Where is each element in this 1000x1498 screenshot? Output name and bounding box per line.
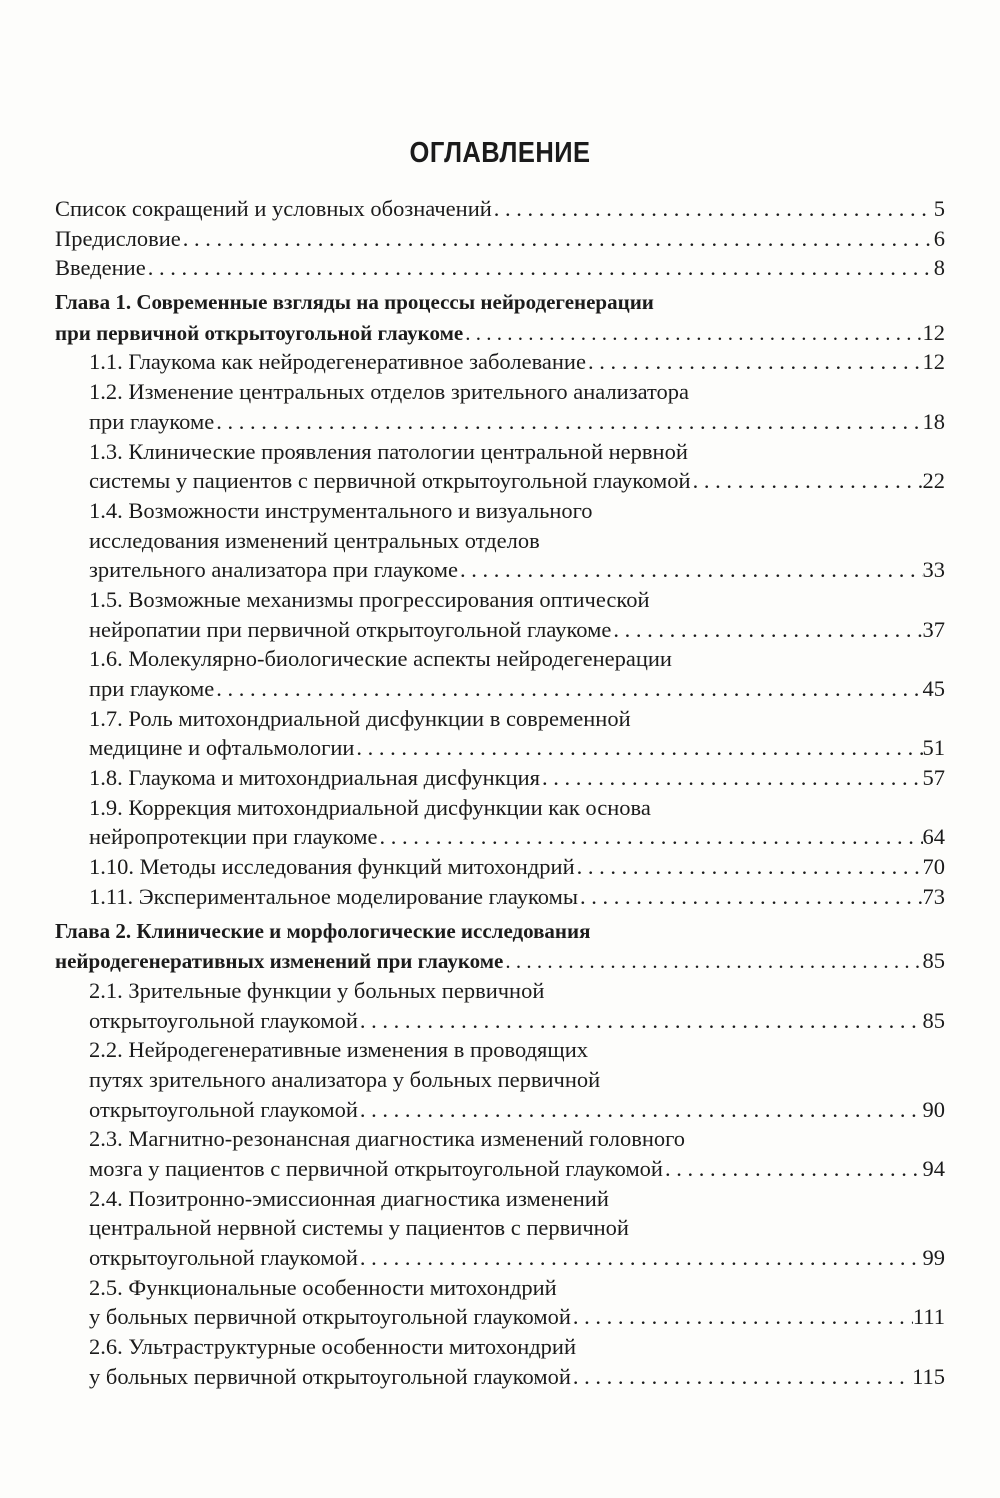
toc-leader-dots (358, 1243, 923, 1273)
toc-section-line (55, 644, 945, 674)
toc-section-line (55, 1213, 945, 1243)
toc-leader-dots (181, 224, 934, 254)
toc-section-line (55, 1124, 945, 1154)
toc-section-line (55, 466, 945, 496)
toc-section-line (55, 852, 945, 882)
toc-leader-dots (146, 253, 934, 283)
toc-chapter-line (55, 288, 945, 318)
toc-section-line (55, 1332, 945, 1362)
toc-entry-text: 2.3. Магнитно-резонансная диагностика изменений головного (89, 1126, 686, 1152)
page-title: ОГЛАВЛЕНИЕ (409, 137, 591, 169)
toc-leader-dots (611, 615, 922, 645)
toc-page-number: 51 (922, 735, 945, 761)
toc-entry-text: при глаукоме (89, 408, 215, 434)
toc-section-line (55, 496, 945, 526)
toc-entry-text: 1.11. Экспериментальное моделирование глаукомы (89, 883, 578, 909)
toc-leader-dots (354, 733, 922, 763)
toc-entry-text: 1.6. Молекулярно-биологические аспекты нейродегенерации (89, 646, 672, 672)
toc-page-number: 85 (922, 1007, 945, 1033)
toc-leader-dots (575, 852, 923, 882)
toc-entry-line (55, 253, 945, 283)
toc-page-number: 90 (922, 1096, 945, 1122)
toc-leader-dots (358, 1006, 923, 1036)
toc-section-line (55, 793, 945, 823)
toc-entry-text: 2.5. Функциональные особенности митохондрий (89, 1274, 557, 1300)
toc-page-number: 57 (922, 765, 945, 791)
toc-section-line (55, 1273, 945, 1303)
toc-entry-text: при первичной открытоугольной глаукоме (55, 320, 464, 345)
toc-entry-text: Предисловие (55, 225, 181, 251)
toc-entry-line (55, 194, 945, 224)
toc-page-number: 85 (922, 948, 945, 974)
toc-entry-text: исследования изменений центральных отделов (89, 527, 540, 553)
toc-section-line (55, 1095, 945, 1125)
toc-section-line (55, 526, 945, 556)
toc-section-line (55, 733, 945, 763)
toc-section-line (55, 1302, 945, 1332)
toc-entry-text: открытоугольной глаукомой (89, 1245, 358, 1271)
toc-entry-text: центральной нервной системы у пациентов с первичной (89, 1215, 629, 1241)
toc-section-line (55, 1184, 945, 1214)
toc-entry-text: 2.1. Зрительные функции у больных первичной (89, 977, 545, 1003)
toc-entry-text: 1.3. Клинические проявления патологии центральной нервной (89, 438, 688, 464)
toc-page-number: 5 (933, 196, 945, 221)
toc-leader-dots (578, 882, 923, 912)
toc-entry-text: 2.2. Нейродегенеративные изменения в проводящих (89, 1037, 588, 1063)
toc-page-number: 111 (912, 1304, 945, 1330)
toc-page-number: 6 (933, 225, 945, 251)
toc-leader-dots (663, 1154, 923, 1184)
toc-page-number: 12 (922, 349, 945, 375)
toc-leader-dots (214, 674, 922, 704)
toc-page-number: 37 (922, 616, 945, 642)
toc-entry-text: нейропротекции при глаукоме (89, 824, 378, 850)
toc-page-number: 22 (922, 468, 945, 494)
toc-entry-text: 1.8. Глаукома и митохондриальная дисфункция (89, 765, 541, 791)
toc-section-line (55, 347, 945, 377)
toc-entry-text: 2.6. Ультраструктурные особенности митохондрий (89, 1334, 577, 1360)
toc-leader-dots (378, 822, 923, 852)
toc-entry-text: 1.7. Роль митохондриальной дисфункции в современной (89, 705, 631, 731)
toc-section-line (55, 1154, 945, 1184)
toc-section-line (55, 1362, 945, 1392)
toc-leader-dots (458, 555, 923, 585)
toc-entry-text: у больных первичной открытоугольной глаукомой (89, 1363, 571, 1389)
toc-entry-text: у больных первичной открытоугольной глаукомой (89, 1304, 571, 1330)
toc-section-line (55, 1006, 945, 1036)
toc-leader-dots (503, 947, 922, 977)
toc-section-line (55, 763, 945, 793)
toc-section-line (55, 674, 945, 704)
toc-section-line (55, 1243, 945, 1273)
toc-entry-text: Список сокращений и условных обозначений (55, 196, 492, 221)
toc-page-number: 64 (922, 824, 945, 850)
toc-section-line (55, 377, 945, 407)
toc-section-line (55, 1065, 945, 1095)
toc-entry-text: 2.4. Позитронно-эмиссионная диагностика изменений (89, 1185, 609, 1211)
toc-section-line (55, 615, 945, 645)
toc-entry-text: Введение (55, 255, 146, 281)
toc-leader-dots (463, 319, 922, 349)
toc-entry-text: медицине и офтальмологии (89, 735, 355, 761)
toc-leader-dots (214, 407, 922, 437)
toc-entry-text: Глава 1. Современные взгляды на процессы нейродегенерации (55, 290, 654, 315)
toc-entry-text: 1.10. Методы исследования функций митохондрий (89, 854, 575, 880)
toc-page-number: 70 (922, 854, 945, 880)
toc-leader-dots (540, 763, 922, 793)
toc-page-number: 99 (922, 1245, 945, 1271)
toc-section-line (55, 1035, 945, 1065)
toc-entry-text: при глаукоме (89, 676, 215, 701)
toc-section-line (55, 822, 945, 852)
toc-leader-dots (691, 466, 923, 496)
toc-entry-text: 1.4. Возможности инструментального и визуального (89, 497, 593, 523)
toc-entry-text: Глава 2. Клинические и морфологические исследования (55, 918, 591, 943)
toc-page-number: 18 (922, 408, 945, 434)
toc-chapter-line (55, 917, 945, 947)
toc-page-number: 33 (922, 557, 945, 583)
toc-section-line (55, 407, 945, 437)
toc-section-line (55, 882, 945, 912)
toc-page-number: 94 (922, 1156, 945, 1181)
toc-page-number: 73 (922, 883, 945, 909)
toc-leader-dots (586, 347, 923, 377)
toc-entry-text: 1.1. Глаукома как нейродегенеративное заболевание (89, 349, 586, 375)
toc-section-line (55, 976, 945, 1006)
toc-entry-text: мозга у пациентов с первичной открытоугольной глаукомой (89, 1156, 663, 1181)
toc-entry-text: системы у пациентов с первичной открытоугольной глаукомой (89, 468, 691, 494)
toc-entry-text: нейродегенеративных изменений при глаукоме (55, 949, 504, 974)
toc-entry-text: зрительного анализатора при глаукоме (89, 557, 458, 583)
toc-section-line (55, 437, 945, 467)
toc-entry-text: открытоугольной глаукомой (89, 1096, 358, 1122)
toc-entry-line (55, 224, 945, 254)
table-of-contents (55, 194, 945, 1392)
toc-entry-text: путях зрительного анализатора у больных первичной (89, 1066, 601, 1092)
toc-entry-text: 1.5. Возможные механизмы прогрессирования оптической (89, 586, 650, 612)
toc-page-number: 45 (922, 676, 945, 701)
toc-chapter-line (55, 318, 945, 348)
toc-leader-dots (492, 194, 934, 224)
toc-leader-dots (571, 1362, 912, 1392)
toc-entry-text: нейропатии при первичной открытоугольной глаукоме (89, 616, 612, 642)
toc-section-line (55, 585, 945, 615)
toc-entry-text: 1.9. Коррекция митохондриальной дисфункции как основа (89, 794, 651, 820)
toc-entry-text: 1.2. Изменение центральных отделов зрительного анализатора (89, 379, 690, 405)
toc-section-line (55, 704, 945, 734)
toc-page-number: 8 (933, 255, 945, 281)
toc-leader-dots (358, 1095, 923, 1125)
toc-chapter-line (55, 946, 945, 976)
toc-page-number: 12 (922, 319, 945, 345)
toc-section-line (55, 555, 945, 585)
toc-leader-dots (571, 1302, 913, 1332)
toc-page-number: 115 (912, 1363, 945, 1389)
toc-entry-text: открытоугольной глаукомой (89, 1007, 358, 1033)
